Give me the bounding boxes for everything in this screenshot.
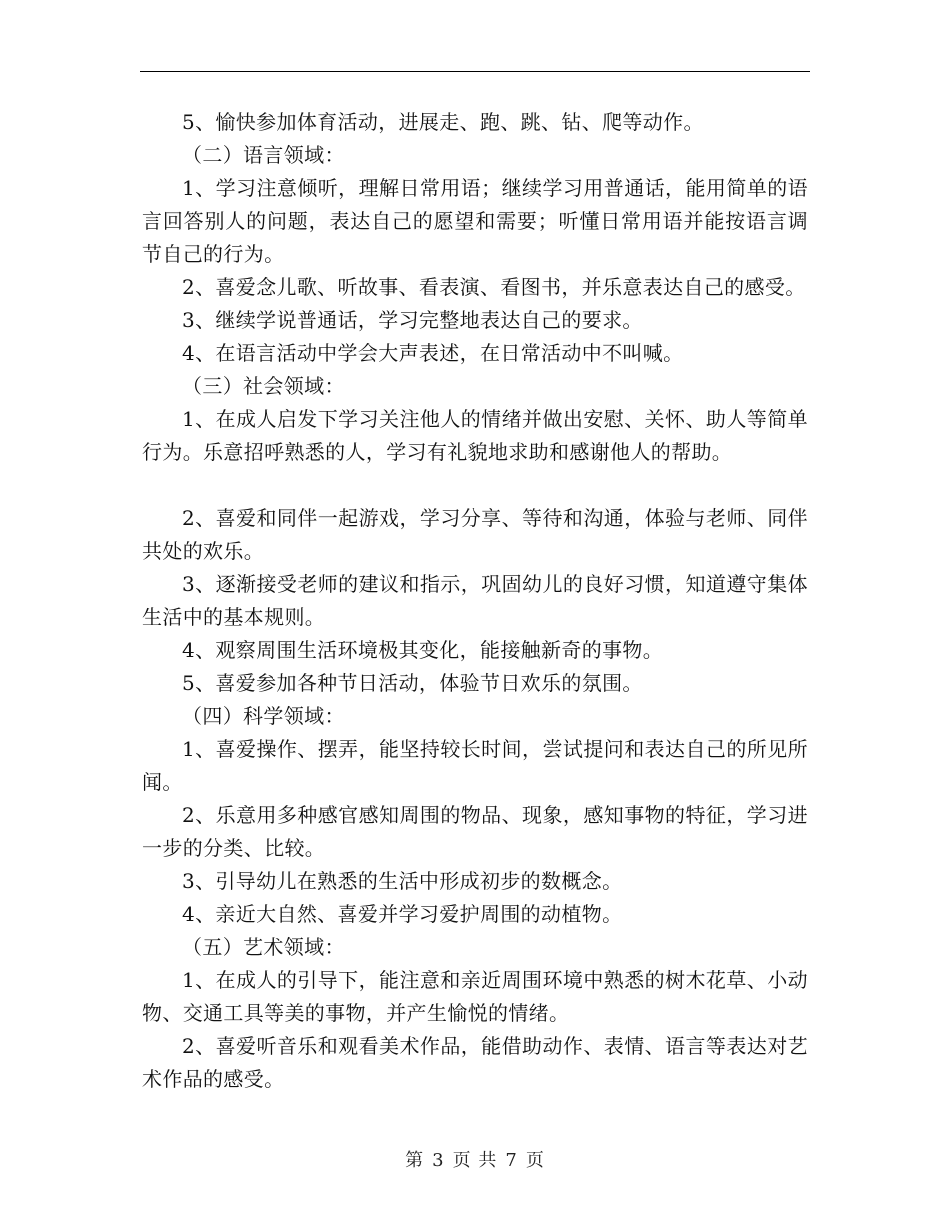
paragraph: 5、喜爱参加各种节日活动，体验节日欢乐的氛围。 [182,671,643,695]
section-heading-language: （二）语言领域： [182,143,345,167]
paragraph: 5、愉快参加体育活动，进展走、跑、跳、钻、爬等动作。 [182,110,704,134]
footer-middle: 页 共 [452,1150,498,1171]
paragraph: 2、喜爱听音乐和观看美术作品，能借助动作、表情、语言等表达对艺术作品的感受。 [142,1034,808,1091]
paragraph: 1、学习注意倾听，理解日常用语；继续学习用普通话，能用简单的语言回答别人的问题，表达自己的愿望和需要；听懂日常用语并能按语言调节自己的行为。 [142,176,808,266]
footer-suffix: 页 [525,1150,545,1171]
section-heading-science: （四）科学领域： [182,704,345,728]
paragraph: 4、亲近大自然、喜爱并学习爱护周围的动植物。 [182,902,623,926]
paragraph: 2、乐意用多种感官感知周围的物品、现象，感知事物的特征，学习进一步的分类、比较。 [142,803,808,860]
paragraph: 1、在成人的引导下，能注意和亲近周围环境中熟悉的树木花草、小动物、交通工具等美的事物，并产生愉悦的情绪。 [142,968,808,1025]
footer-prefix: 第 [405,1150,425,1171]
paragraph: 3、引导幼儿在熟悉的生活中形成初步的数概念。 [182,869,623,893]
section-heading-art: （五）艺术领域： [182,935,345,959]
header-rule [140,71,810,72]
paragraph: 1、在成人启发下学习关注他人的情绪并做出安慰、关怀、助人等简单行为。乐意招呼熟悉的人，学习有礼貌地求助和感谢他人的帮助。 [142,407,808,464]
paragraph: 3、继续学说普通话，学习完整地表达自己的要求。 [182,308,643,332]
footer-page-number: 3 [432,1150,445,1171]
paragraph: 4、观察周围生活环境极其变化，能接触新奇的事物。 [182,638,664,662]
blank-line [142,469,808,502]
paragraph: 2、喜爱念儿歌、听故事、看表演、看图书，并乐意表达自己的感受。 [182,275,806,299]
footer-total-pages: 7 [505,1150,518,1171]
paragraph: 2、喜爱和同伴一起游戏，学习分享、等待和沟通，体验与老师、同伴共处的欢乐。 [142,506,808,563]
paragraph: 3、逐渐接受老师的建议和指示，巩固幼儿的良好习惯，知道遵守集体生活中的基本规则。 [142,572,808,629]
document-body [142,106,808,1096]
paragraph: 4、在语言活动中学会大声表述，在日常活动中不叫喊。 [182,341,684,365]
paragraph: 1、喜爱操作、摆弄，能坚持较长时间，尝试提问和表达自己的所见所闻。 [142,737,808,794]
section-heading-social: （三）社会领域： [182,374,345,398]
page-footer [0,1146,950,1172]
